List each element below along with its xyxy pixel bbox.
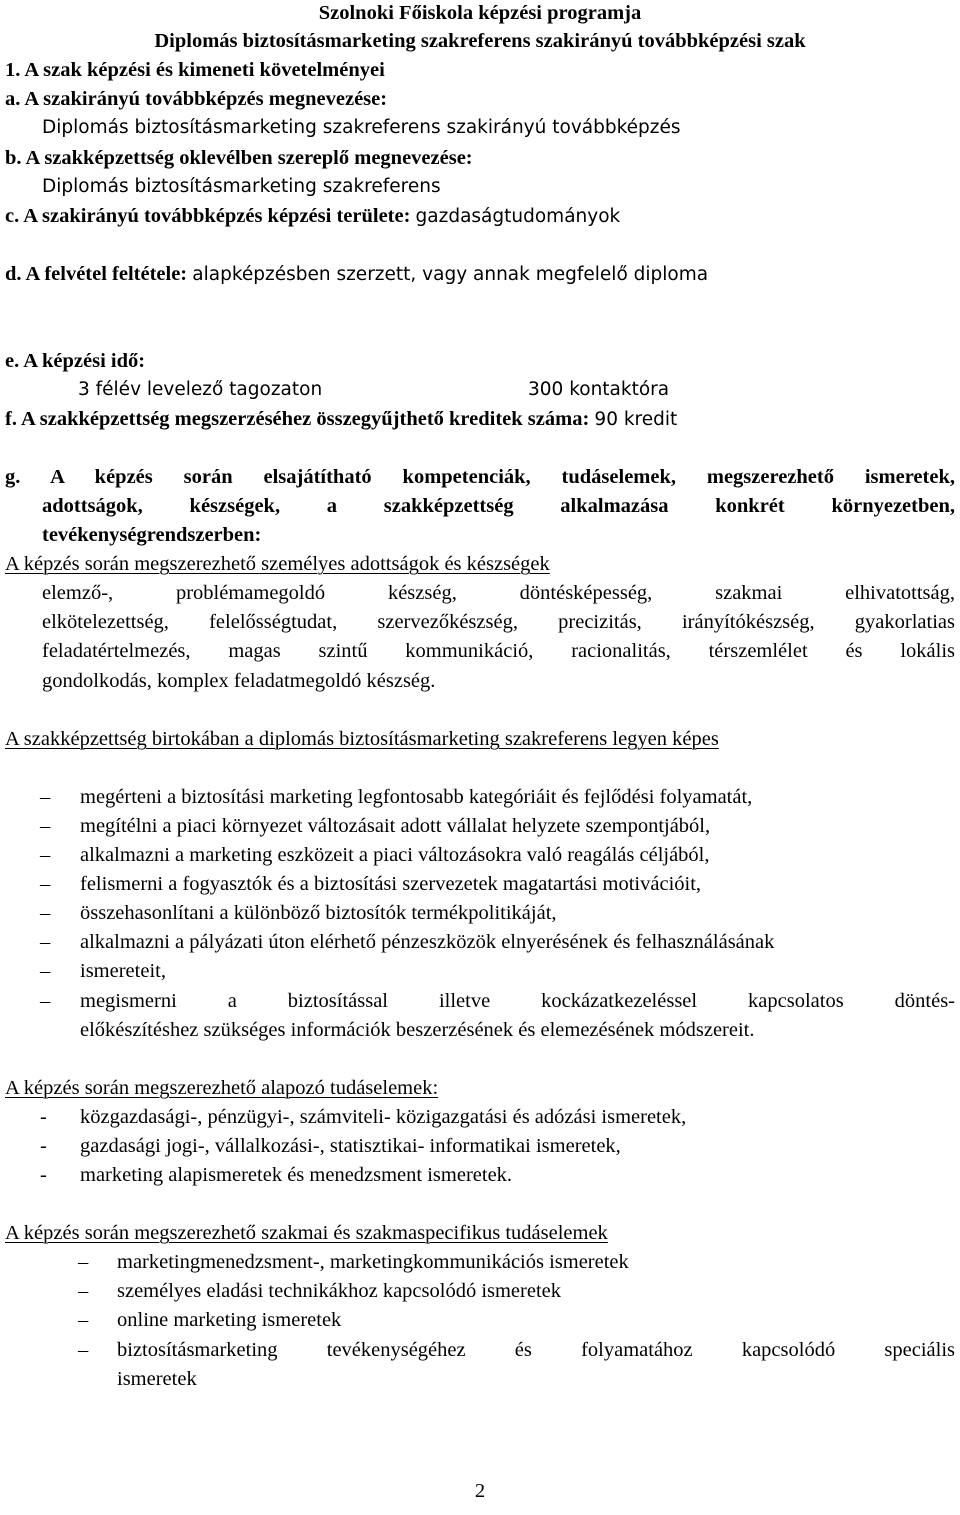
list-bullet: – [78,1309,89,1331]
list-item: online marketing ismeretek [117,1309,342,1331]
list-bullet: – [40,902,51,924]
list-bullet: - [40,1135,47,1157]
list-bullet: – [78,1339,89,1361]
list-bullet: - [40,1164,47,1186]
list-bullet: – [40,873,51,895]
list-item: biztosításmarketing tevékenységéhez és folyamatához kapcsolódó speciális [117,1339,955,1361]
foundation-heading: A képzés során megszerezhető alapozó tudáselemek: [5,1077,439,1099]
personal-skills-line: elkötelezettség, felelősségtudat, szervezőkészség, precizitás, irányítókészség, gyakorlatias [42,611,955,633]
page-number: 2 [474,1480,486,1502]
item-c-label: c. A szakirányú továbbképzés képzési területe: [5,205,411,227]
item-d-value: alapképzésben szerzett, vagy annak megfelelő diploma [192,264,709,285]
personal-skills-line: elemző-, problémamegoldó készség, döntésképesség, szakmai elhivatottság, [42,582,955,604]
list-item: gazdasági jogi-, vállalkozási-, statisztikai- informatikai ismeretek, [80,1135,621,1157]
list-bullet: – [40,844,51,866]
list-item: alkalmazni a pályázati úton elérhető pénzeszközök elnyerésének és felhasználásának [80,931,775,953]
item-c-value: gazdaságtudományok [415,206,621,227]
list-item: összehasonlítani a különböző biztosítók termékpolitikáját, [80,902,557,924]
item-f-value: 90 kredit [594,409,678,430]
list-bullet: – [78,1251,89,1273]
item-a-label: a. A szakirányú továbbképzés megnevezése: [5,88,388,110]
list-item: felismerni a fogyasztók és a biztosítási szervezetek magatartási motivációit, [80,873,702,895]
item-e-value-duration: 3 félév levelező tagozaton [78,379,323,400]
personal-skills-line: gondolkodás, komplex feladatmegoldó készség. [42,670,436,692]
item-f-label: f. A szakképzettség megszerzéséhez összegyűjthető kreditek száma: [5,408,590,430]
list-item: személyes eladási technikákhoz kapcsolódó ismeretek [117,1280,562,1302]
list-bullet: - [40,1106,47,1128]
list-bullet: – [40,815,51,837]
item-a-value: Diplomás biztosításmarketing szakreferens szakirányú továbbképzés [42,117,681,138]
item-e-label: e. A képzési idő: [5,350,146,372]
list-item: megítélni a piaci környezet változásait adott vállalat helyzete szempontjából, [80,815,711,837]
list-bullet: – [40,990,51,1012]
document-title: Szolnoki Főiskola képzési programja [318,2,642,24]
list-item: megismerni a biztosítással illetve kockázatkezeléssel kapcsolatos döntés- [80,990,955,1012]
item-b-value: Diplomás biztosításmarketing szakreferens [42,176,441,197]
list-item: alkalmazni a marketing eszközeit a piaci változásokra való reagálás céljából, [80,844,710,866]
item-c [5,203,620,230]
item-g-line-2: adottságok, készségek, a szakképzettség alkalmazása konkrét környezetben, [42,495,955,517]
list-item-continuation: előkészítéshez szükséges információk beszerzésének és elemezésének módszereit. [80,1019,755,1041]
item-g-line-3: tevékenységrendszerben: [42,524,262,546]
list-bullet: – [78,1280,89,1302]
program-title: Diplomás biztosításmarketing szakreferens szakirányú továbbképzési szak [154,30,806,52]
list-item-continuation: ismeretek [117,1368,197,1390]
list-item: megérteni a biztosítási marketing legfontosabb kategóriáit és fejlődési folyamatát, [80,786,753,808]
item-g-line-1: g. A képzés során elsajátítható kompetenciák, tudáselemek, megszerezhető ismeretek, [5,466,955,488]
list-item: marketing alapismeretek és menedzsment ismeretek. [80,1164,513,1186]
list-item: közgazdasági-, pénzügyi-, számviteli- közigazgatási és adózási ismeretek, [80,1106,687,1128]
professional-heading: A képzés során megszerezhető szakmai és szakmaspecifikus tudáselemek [5,1222,608,1244]
list-item: ismereteit, [80,960,166,982]
item-e-value-hours: 300 kontaktóra [528,379,670,400]
personal-skills-line: feladatértelmezés, magas szintű kommunikáció, racionalitás, térszemlélet és lokális [42,640,955,662]
list-bullet: – [40,786,51,808]
item-d-label: d. A felvétel feltétele: [5,263,188,285]
item-b-label: b. A szakképzettség oklevélben szereplő megnevezése: [5,147,473,169]
section-heading: 1. A szak képzési és kimeneti követelményei [5,59,385,81]
list-bullet: – [40,931,51,953]
list-bullet: – [40,960,51,982]
item-f [5,406,677,433]
list-item: marketingmenedzsment-, marketingkommunikációs ismeretek [117,1251,629,1273]
capabilities-heading: A szakképzettség birtokában a diplomás biztosításmarketing szakreferens legyen képes [5,728,719,750]
item-d [5,261,708,288]
personal-skills-heading: A képzés során megszerezhető személyes adottságok és készségek [5,553,550,575]
